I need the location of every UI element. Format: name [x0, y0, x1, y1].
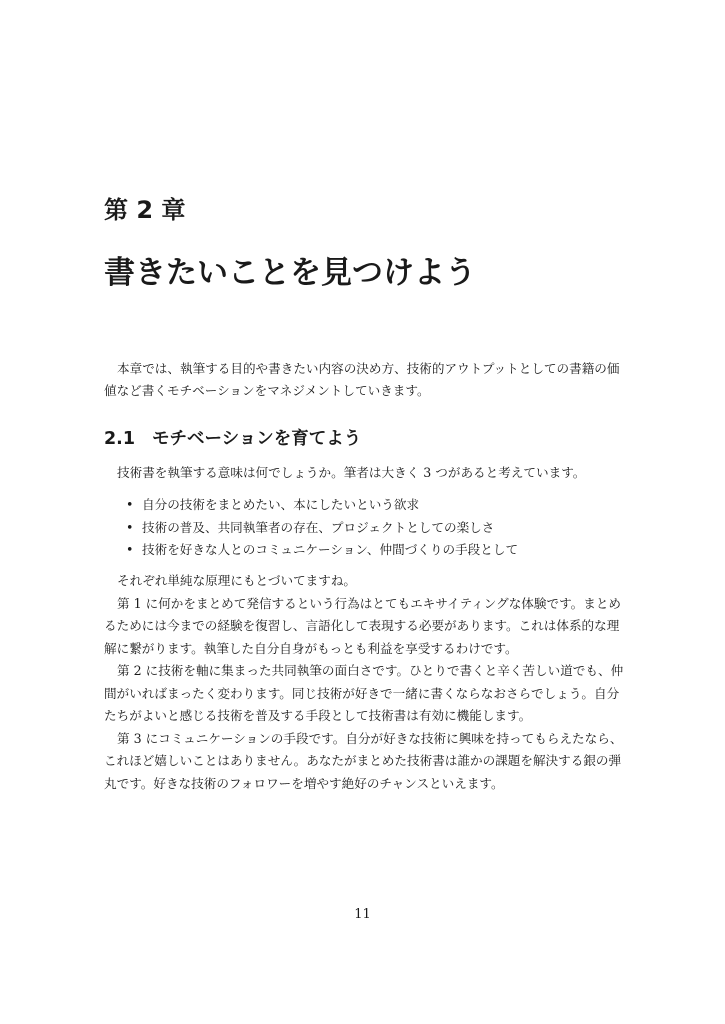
bullet-list — [126, 494, 626, 562]
bullet-icon: • — [126, 497, 134, 512]
chapter-intro: 本章では、執筆する目的や書きたい内容の決め方、技術的アウトプットとしての書籍の価値など書くモチベーションをマネジメントしていきます。 — [104, 361, 620, 398]
bullet-text: 技術を好きな人とのコミュニケーション、仲間づくりの手段として — [142, 542, 519, 557]
page-number: 11 — [354, 907, 371, 922]
bullet-item — [126, 517, 626, 540]
paragraph: 第 2 に技術を軸に集まった共同執筆の面白さです。ひとりで書くと辛く苦しい道でも、仲間がいればまったく変わります。同じ技術が好きで一緒に書くならなおさらでしょう。自分たちがよいと感じる技術を普及する手段として技術書は有効に機能します。 — [104, 663, 624, 723]
paragraph: 第 1 に何かをまとめて発信するという行為はとてもエキサイティングな体験です。まとめるためには今までの経験を復習し、言語化して表現する必要があります。これは体系的な理解に繋がります。執筆した自分自身がもっとも利益を享受するわけです。 — [104, 595, 622, 656]
bullet-item — [126, 494, 626, 517]
chapter-title: 書きたいことを見つけよう — [104, 255, 476, 291]
section-number: 2.1 — [104, 429, 136, 449]
bullet-item — [126, 539, 626, 562]
body-text — [104, 570, 624, 795]
bullet-text: 自分の技術をまとめたい、本にしたいという欲求 — [142, 497, 420, 512]
section-title: モチベーションを育てよう — [152, 429, 362, 449]
section-heading — [104, 426, 361, 452]
bullet-icon: • — [126, 519, 134, 535]
section-lead: 技術書を執筆する意味は何でしょうか。筆者は大きく 3 つがあると考えています。 — [117, 465, 586, 480]
paragraph: 第 3 にコミュニケーションの手段です。自分が好きな技術に興味を持ってもらえたなら、これほど嬉しいことはありません。あなたがまとめた技術書は誰かの課題を解決する銀の弾丸です。好きな技術のフォロワーを増やす絶好のチャンスといえます。 — [104, 730, 623, 791]
bullet-icon: • — [126, 542, 134, 557]
paragraph: それぞれ単純な原理にもとづいてますね。 — [117, 573, 357, 588]
bullet-text: 技術の普及、共同執筆者の存在、プロジェクトとしての楽しさ — [142, 519, 495, 535]
chapter-label: 第 2 章 — [104, 196, 186, 224]
